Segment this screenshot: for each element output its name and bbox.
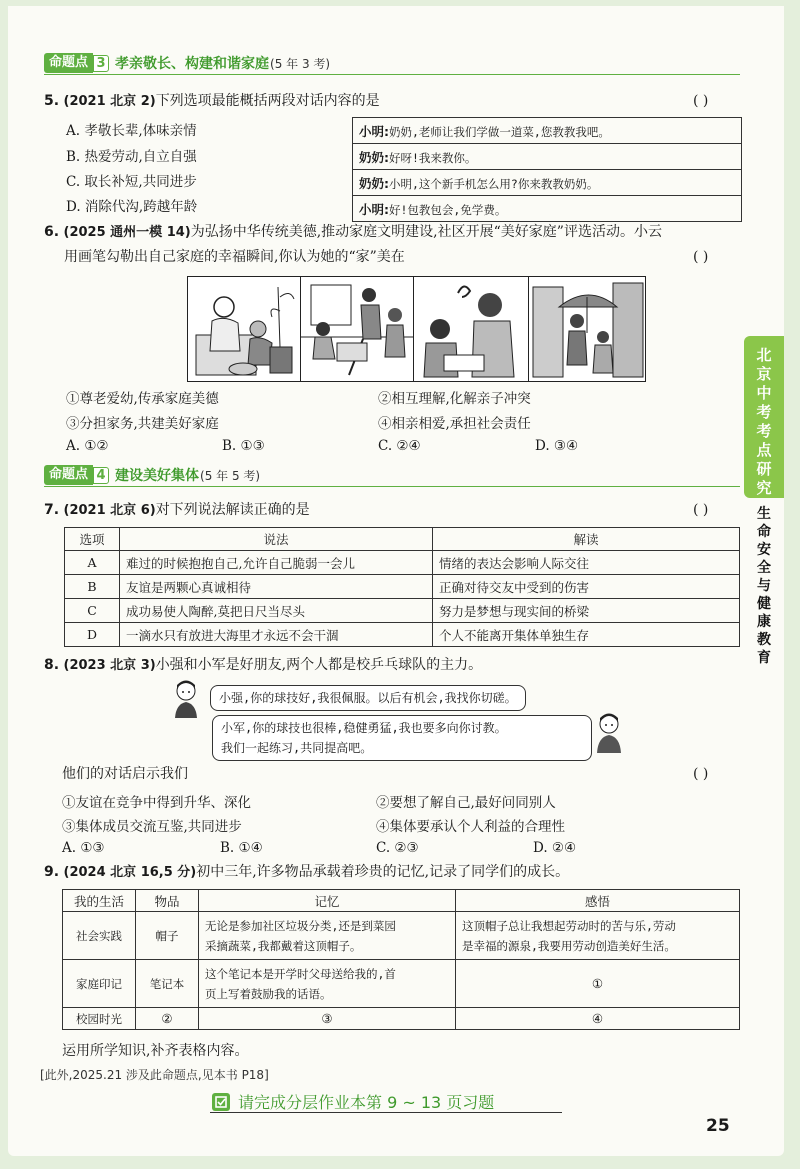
footnote: [此外,2025.21 涉及此命题点,见本书 P18] (40, 1068, 269, 1082)
question-7: 7. (2021 北京 6)对下列说法解读正确的是 (44, 502, 310, 518)
option-a[interactable]: A. 孝敬长辈,体味亲情 (66, 123, 197, 139)
homework-link[interactable]: 请完成分层作业本第 9 ~ 13 页习题 (212, 1090, 494, 1113)
answer-paren-7[interactable]: ( ) (693, 502, 709, 518)
section-number: 4 (93, 467, 109, 484)
section-count: (5 年 3 考) (270, 56, 331, 71)
answer-paren-5[interactable]: ( ) (693, 93, 709, 109)
q7-table: 选项 说法 解读 A 难过的时候抱抱自己,允许自己脆弱一会儿 情绪的表达会影响人际交往 B 友谊是两颗心真诚相待 正确对待交友中受到的伤害 C 成功易使人陶醉,莫把日尺当尽头 努力是梦想与现实间的桥梁 D 一滴水只有放进大海里才永远不会干涸 个人不能离开集体单独生存 (64, 527, 740, 647)
avatar-boy-2 (594, 712, 624, 754)
question-9: 9. (2024 北京 16,5 分)初中三年,许多物品承载着珍贵的记忆,记录了同学们的成长。 (44, 864, 570, 880)
table-row: 家庭印记 笔记本 这个笔记本是开学时父母送给我的,首 页上写着鼓励我的话语。 ① (63, 960, 740, 1008)
option-b[interactable]: B. ①④ (220, 840, 263, 856)
speech-bubble-1: 小强,你的球技好,我很佩服。以后有机会,我找你切磋。 (210, 685, 526, 711)
option-d[interactable]: D. 消除代沟,跨越年龄 (66, 199, 198, 215)
answer-blank-1[interactable]: ① (456, 960, 740, 1008)
option-d[interactable]: D. ②④ (533, 840, 577, 856)
table-row: 校园时光 ② ③ ④ (63, 1008, 740, 1030)
table-row: 社会实践 帽子 无论是参加社区垃圾分类,还是到菜园 采摘蔬菜,我都戴着这顶帽子。 这顶帽子总让我想起劳动时的苦与乐,劳动 是幸福的源泉,我要用劳动创造美好生活。 (63, 912, 740, 960)
section-title: 孝亲敬长、构建和谐家庭 (115, 56, 270, 72)
statement-4: ④集体要承认个人利益的合理性 (376, 819, 565, 835)
question-6-line2: 用画笔勾勒出自己家庭的幸福瞬间,你认为她的“家”美在 (64, 249, 405, 265)
section-badge: 命题点 (44, 53, 93, 73)
answer-paren-6[interactable]: ( ) (693, 249, 709, 265)
section-title: 建设美好集体 (115, 468, 200, 484)
option-c[interactable]: C. ②③ (376, 840, 419, 856)
question-5: 5. (2021 北京 2)下列选项最能概括两段对话内容的是 (44, 93, 380, 109)
speech-bubble-2: 小军,你的球技也很棒,稳健勇猛,我也要多向你讨教。 我们一起练习,共同提高吧。 (212, 715, 592, 761)
section-divider (44, 486, 740, 487)
illustration-study-together (413, 276, 531, 382)
homework-icon (212, 1093, 230, 1111)
answer-blank-4[interactable]: ④ (456, 1008, 740, 1030)
answer-blank-2[interactable]: ② (136, 1008, 199, 1030)
homework-underline (210, 1112, 562, 1113)
illustration-housework (300, 276, 418, 382)
table-row: D 一滴水只有放进大海里才永远不会干涸 个人不能离开集体单独生存 (65, 623, 740, 647)
dialog-box: 小明:奶奶,老师让我们学做一道菜,您教教我吧。 奶奶:好呀!我来教你。 奶奶:小明,这个新手机怎么用?你来教教奶奶。 小明:好!包教包会,免学费。 (352, 117, 742, 222)
page-number: 25 (706, 1116, 730, 1136)
option-d[interactable]: D. ③④ (535, 438, 579, 454)
avatar-boy-1 (172, 680, 200, 720)
option-a[interactable]: A. ①③ (62, 840, 105, 856)
answer-paren-8[interactable]: ( ) (693, 766, 709, 782)
section-badge: 命题点 (44, 465, 93, 485)
section-header-3 (44, 53, 330, 73)
statement-2: ②相互理解,化解亲子冲突 (378, 391, 531, 407)
q9-table: 我的生活 物品 记忆 感悟 社会实践 帽子 无论是参加社区垃圾分类,还是到菜园 采摘蔬菜,我都戴着这顶帽子。 这顶帽子总让我想起劳动时的苦与乐,劳动 是幸福的源泉,我要用劳动创造美好生活。 家庭印记 笔记本 这个笔记本是开学时父母送给我的,首 页上写着鼓励我的话语。 ① 校园时光 ② ③ ④ (62, 889, 740, 1030)
option-a[interactable]: A. ①② (66, 438, 109, 454)
table-row: B 友谊是两颗心真诚相待 正确对待交友中受到的伤害 (65, 575, 740, 599)
illustration-grandparent-care (187, 276, 305, 382)
statement-4: ④相亲相爱,承担社会责任 (378, 416, 531, 432)
section-divider (44, 74, 740, 75)
side-tab[interactable]: 北京中考考点研究 (744, 336, 784, 498)
question-8: 8. (2023 北京 3)小强和小军是好朋友,两个人都是校乒乓球队的主力。 (44, 657, 483, 673)
side-subtitle: 生命安全与健康教育 (757, 506, 771, 666)
statement-2: ②要想了解自己,最好问同别人 (376, 795, 556, 811)
statement-1: ①友谊在竞争中得到升华、深化 (62, 795, 251, 811)
option-c[interactable]: C. ②④ (378, 438, 421, 454)
question-6: 6. (2025 通州一模 14)为弘扬中华传统美德,推动家庭文明建设,社区开展“美好家庭”评选活动。小云 (44, 224, 662, 240)
option-b[interactable]: B. 热爱劳动,自立自强 (66, 149, 197, 165)
table-row: A 难过的时候抱抱自己,允许自己脆弱一会儿 情绪的表达会影响人际交往 (65, 551, 740, 575)
statement-1: ①尊老爱幼,传承家庭美德 (66, 391, 219, 407)
section-count: (5 年 5 考) (200, 468, 261, 483)
q8-prompt: 他们的对话启示我们 (62, 766, 188, 782)
statement-3: ③分担家务,共建美好家庭 (66, 416, 219, 432)
illustration-umbrella-helping (528, 276, 646, 382)
q9-instruction: 运用所学知识,补齐表格内容。 (62, 1043, 249, 1059)
option-b[interactable]: B. ①③ (222, 438, 265, 454)
table-row: C 成功易使人陶醉,莫把日尺当尽头 努力是梦想与现实间的桥梁 (65, 599, 740, 623)
answer-blank-3[interactable]: ③ (199, 1008, 456, 1030)
section-number: 3 (93, 55, 109, 72)
statement-3: ③集体成员交流互鉴,共同进步 (62, 819, 242, 835)
section-header-4 (44, 465, 260, 485)
option-c[interactable]: C. 取长补短,共同进步 (66, 174, 197, 190)
